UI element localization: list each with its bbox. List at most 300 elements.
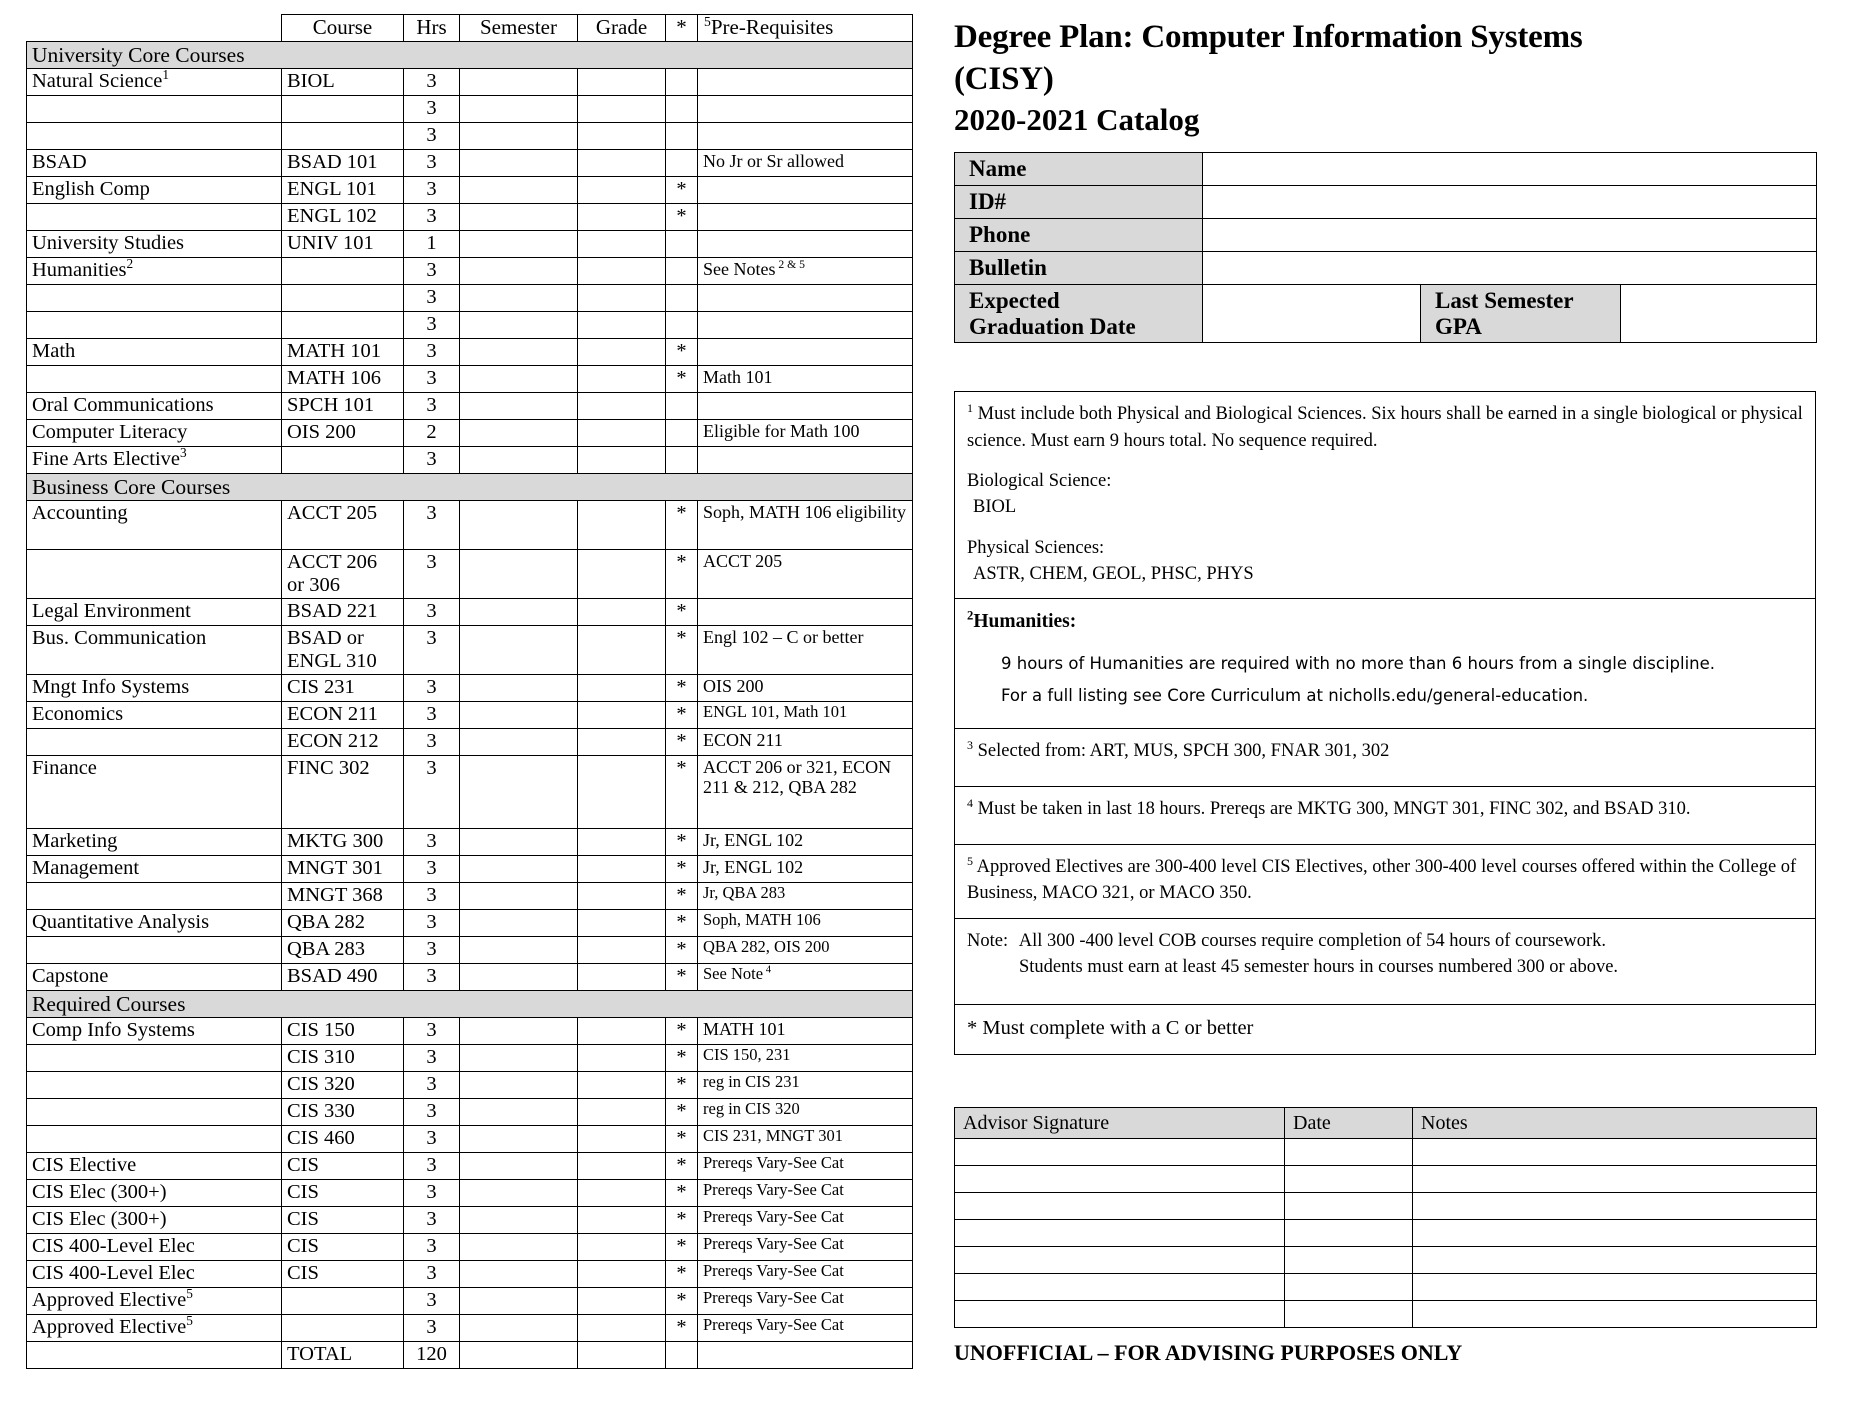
advisor-signature-field[interactable] — [955, 1247, 1285, 1274]
prerequisites: Jr, ENGL 102 — [698, 856, 913, 883]
semester-field[interactable] — [460, 1315, 578, 1342]
prerequisites — [698, 231, 913, 258]
course-hours: 2 — [404, 420, 460, 447]
course-code: MATH 106 — [282, 366, 404, 393]
semester-field[interactable] — [460, 1180, 578, 1207]
course-hours: 3 — [404, 1099, 460, 1126]
table-row — [27, 1180, 913, 1207]
course-code: MATH 101 — [282, 339, 404, 366]
prerequisites: ACCT 205 — [698, 550, 913, 599]
footnote-ref: 3 — [180, 445, 187, 461]
course-area-name: Mngt Info Systems — [27, 675, 282, 702]
table-row — [27, 1315, 913, 1342]
course-code: ENGL 101 — [282, 177, 404, 204]
c-or-better-marker — [666, 285, 698, 312]
advisor-signature-field[interactable] — [955, 1274, 1285, 1301]
course-area-name — [27, 1126, 282, 1153]
table-row — [27, 856, 913, 883]
name-label: Name — [955, 153, 1203, 186]
grade-field[interactable] — [578, 1207, 666, 1234]
c-or-better-marker: * — [666, 366, 698, 393]
course-code: ACCT 206 or 306 — [282, 550, 404, 599]
grade-field[interactable] — [578, 231, 666, 258]
course-hours: 3 — [404, 366, 460, 393]
course-area-name — [27, 1045, 282, 1072]
course-hours: 3 — [404, 285, 460, 312]
semester-field[interactable] — [460, 729, 578, 756]
course-code: BSAD 101 — [282, 150, 404, 177]
grade-field[interactable] — [578, 204, 666, 231]
course-area-name: Marketing — [27, 829, 282, 856]
prerequisites: Prereqs Vary-See Cat — [698, 1153, 913, 1180]
c-or-better-marker: * — [666, 1126, 698, 1153]
semester-field[interactable] — [460, 501, 578, 550]
gpa-label-line2: GPA — [1435, 313, 1482, 339]
course-code: CIS 330 — [282, 1099, 404, 1126]
course-hours: 3 — [404, 675, 460, 702]
c-or-better-marker: * — [666, 1261, 698, 1288]
prerequisites: Math 101 — [698, 366, 913, 393]
prerequisites: Prereqs Vary-See Cat — [698, 1288, 913, 1315]
footnote-4-row — [955, 786, 1816, 844]
advisor-signature-field[interactable] — [955, 1220, 1285, 1247]
general-note-line1: All 300 -400 level COB courses require completion of 54 hours of coursework. — [1018, 930, 1606, 951]
advisor-signature-field[interactable] — [955, 1166, 1285, 1193]
prerequisites: ENGL 101, Math 101 — [698, 702, 913, 729]
course-area-name: English Comp — [27, 177, 282, 204]
c-or-better-marker — [666, 123, 698, 150]
c-or-better-marker: * — [666, 1099, 698, 1126]
prerequisites: Prereqs Vary-See Cat — [698, 1207, 913, 1234]
signature-date-field[interactable] — [1285, 1139, 1413, 1166]
prerequisites: reg in CIS 231 — [698, 1072, 913, 1099]
signature-header-date: Date — [1285, 1108, 1413, 1139]
course-code: BSAD or ENGL 310 — [282, 626, 404, 675]
c-or-better-marker: * — [666, 675, 698, 702]
table-row — [27, 1045, 913, 1072]
course-area-name: CIS Elec (300+) — [27, 1180, 282, 1207]
course-hours: 3 — [404, 1018, 460, 1045]
c-or-better-marker: * — [666, 204, 698, 231]
prerequisites — [698, 123, 913, 150]
c-or-better-marker — [666, 231, 698, 258]
course-area-name — [27, 285, 282, 312]
course-code: QBA 282 — [282, 910, 404, 937]
c-or-better-marker — [666, 150, 698, 177]
c-or-better-marker — [666, 258, 698, 285]
name-field[interactable] — [1203, 153, 1817, 186]
prerequisites — [698, 599, 913, 626]
last-semester-gpa-label — [1421, 285, 1621, 343]
table-row — [27, 1288, 913, 1315]
semester-field[interactable] — [460, 447, 578, 474]
course-hours: 3 — [404, 204, 460, 231]
semester-field[interactable] — [460, 1207, 578, 1234]
signature-notes-field[interactable] — [1413, 1274, 1817, 1301]
c-or-better-marker: * — [666, 937, 698, 964]
header-prereq-sup: 5 — [704, 14, 711, 29]
grade-field[interactable] — [578, 1072, 666, 1099]
course-area-name: Oral Communications — [27, 393, 282, 420]
semester-field[interactable] — [460, 1261, 578, 1288]
course-code: CIS — [282, 1180, 404, 1207]
grade-field[interactable] — [578, 599, 666, 626]
phone-label: Phone — [955, 219, 1203, 252]
semester-field[interactable] — [460, 1288, 578, 1315]
semester-field[interactable] — [460, 1234, 578, 1261]
course-area-name: Approved Elective$^5$ — [27, 1288, 282, 1315]
footnote-5 — [955, 845, 1816, 919]
table-row — [27, 501, 913, 550]
info-row-phone — [955, 219, 1817, 252]
grade-field[interactable] — [578, 339, 666, 366]
prerequisites: See Note $^4$ — [698, 964, 913, 991]
prerequisites: Jr, QBA 283 — [698, 883, 913, 910]
c-or-better-marker — [666, 1342, 698, 1369]
course-area-name — [27, 96, 282, 123]
grade-field[interactable] — [578, 1180, 666, 1207]
prerequisites: Prereqs Vary-See Cat — [698, 1180, 913, 1207]
grade-field[interactable] — [578, 258, 666, 285]
grade-field[interactable] — [578, 1153, 666, 1180]
section-header-row — [27, 991, 913, 1018]
prerequisites: Jr, ENGL 102 — [698, 829, 913, 856]
section-title: Required Courses — [27, 991, 913, 1018]
graduation-date-label-line2: Graduation Date — [969, 313, 1136, 339]
c-or-better-marker: * — [666, 829, 698, 856]
signature-notes-field[interactable] — [1413, 1193, 1817, 1220]
course-hours: 3 — [404, 1234, 460, 1261]
course-hours: 3 — [404, 69, 460, 96]
course-code: BSAD 490 — [282, 964, 404, 991]
grade-field[interactable] — [578, 937, 666, 964]
course-area-name: Accounting — [27, 501, 282, 550]
course-hours: 3 — [404, 1072, 460, 1099]
prereq-footnote-ref: 4 — [763, 963, 772, 976]
semester-field[interactable] — [460, 1018, 578, 1045]
semester-field[interactable] — [460, 312, 578, 339]
semester-field[interactable] — [460, 258, 578, 285]
grade-field[interactable] — [578, 910, 666, 937]
grade-field[interactable] — [578, 1288, 666, 1315]
semester-field[interactable] — [460, 204, 578, 231]
c-or-better-marker: * — [666, 339, 698, 366]
course-area-name — [27, 937, 282, 964]
course-area-name — [27, 1099, 282, 1126]
semester-field[interactable] — [460, 964, 578, 991]
prerequisites: OIS 200 — [698, 675, 913, 702]
course-hours: 3 — [404, 393, 460, 420]
semester-field[interactable] — [460, 69, 578, 96]
table-row — [27, 675, 913, 702]
semester-field[interactable] — [460, 1099, 578, 1126]
prerequisites: Engl 102 – C or better — [698, 626, 913, 675]
signature-date-field[interactable] — [1285, 1247, 1413, 1274]
course-requirements-column — [26, 14, 926, 1369]
signature-notes-field[interactable] — [1413, 1166, 1817, 1193]
c-or-better-marker: * — [666, 1018, 698, 1045]
c-or-better-marker: * — [666, 702, 698, 729]
info-row-bulletin — [955, 252, 1817, 285]
footnote-4-marker: 4 — [967, 795, 974, 810]
c-or-better-marker: * — [666, 883, 698, 910]
semester-field[interactable] — [460, 1153, 578, 1180]
star-note: * Must complete with a C or better — [955, 1005, 1816, 1055]
footnote-5-marker: 5 — [967, 853, 974, 868]
advisor-signature-field[interactable] — [955, 1193, 1285, 1220]
signature-notes-field[interactable] — [1413, 1301, 1817, 1328]
course-code: ECON 211 — [282, 702, 404, 729]
table-row — [27, 829, 913, 856]
semester-field[interactable] — [460, 702, 578, 729]
grade-field[interactable] — [578, 626, 666, 675]
semester-field[interactable] — [460, 420, 578, 447]
header-course: Course — [282, 15, 404, 42]
c-or-better-marker: * — [666, 1288, 698, 1315]
course-hours: 3 — [404, 910, 460, 937]
signature-notes-field[interactable] — [1413, 1220, 1817, 1247]
header-blank — [27, 15, 282, 42]
grade-field[interactable] — [578, 729, 666, 756]
course-area-name: Fine Arts Elective$^3$ — [27, 447, 282, 474]
table-row — [27, 96, 913, 123]
semester-field[interactable] — [460, 1045, 578, 1072]
signature-date-field[interactable] — [1285, 1166, 1413, 1193]
prerequisites: No Jr or Sr allowed — [698, 150, 913, 177]
signature-row — [955, 1220, 1817, 1247]
signature-date-field[interactable] — [1285, 1274, 1413, 1301]
grade-field[interactable] — [578, 964, 666, 991]
prerequisites: ACCT 206 or 321, ECON 211 & 212, QBA 282 — [698, 756, 913, 829]
semester-field[interactable] — [460, 96, 578, 123]
grade-field[interactable] — [578, 1045, 666, 1072]
course-area-name: Math — [27, 339, 282, 366]
course-hours: 3 — [404, 447, 460, 474]
course-area-name: Bus. Communication — [27, 626, 282, 675]
prerequisites: See Notes $^{2 \& 5}$ — [698, 258, 913, 285]
course-hours: 3 — [404, 856, 460, 883]
id-field[interactable] — [1203, 186, 1817, 219]
table-row — [27, 123, 913, 150]
course-area-name: Finance — [27, 756, 282, 829]
table-row — [27, 69, 913, 96]
grade-field[interactable] — [578, 96, 666, 123]
gpa-label-line1: Last Semester — [1435, 287, 1574, 313]
semester-field[interactable] — [460, 599, 578, 626]
semester-field[interactable] — [460, 150, 578, 177]
page-title-line1: Degree Plan: Computer Information Systems — [954, 19, 1583, 55]
course-area-name — [27, 729, 282, 756]
table-row — [27, 729, 913, 756]
prerequisites — [698, 285, 913, 312]
grade-field[interactable] — [578, 883, 666, 910]
semester-field[interactable] — [460, 231, 578, 258]
grade-field[interactable] — [578, 1099, 666, 1126]
footnote-3-marker: 3 — [967, 737, 974, 752]
prerequisites: CIS 231, MNGT 301 — [698, 1126, 913, 1153]
semester-field[interactable] — [460, 339, 578, 366]
grade-field[interactable] — [578, 829, 666, 856]
semester-field[interactable] — [460, 285, 578, 312]
course-hours: 3 — [404, 339, 460, 366]
semester-field[interactable] — [460, 883, 578, 910]
grade-field[interactable] — [578, 69, 666, 96]
signature-row — [955, 1247, 1817, 1274]
grade-field[interactable] — [578, 1342, 666, 1369]
course-area-name: Legal Environment — [27, 599, 282, 626]
prerequisites: MATH 101 — [698, 1018, 913, 1045]
course-hours: 3 — [404, 937, 460, 964]
grade-field[interactable] — [578, 702, 666, 729]
signature-notes-field[interactable] — [1413, 1139, 1817, 1166]
advisor-signature-field[interactable] — [955, 1301, 1285, 1328]
footnote-1-row — [955, 392, 1816, 599]
c-or-better-marker: * — [666, 1153, 698, 1180]
spacer — [967, 454, 1803, 468]
graduation-date-label — [955, 285, 1203, 343]
grade-field[interactable] — [578, 285, 666, 312]
semester-field[interactable] — [460, 829, 578, 856]
semester-field[interactable] — [460, 366, 578, 393]
grade-field[interactable] — [578, 1261, 666, 1288]
footnote-ref: 1 — [162, 67, 169, 83]
signature-row — [955, 1139, 1817, 1166]
semester-field[interactable] — [460, 1342, 578, 1369]
course-code: OIS 200 — [282, 420, 404, 447]
semester-field[interactable] — [460, 177, 578, 204]
prerequisites — [698, 1342, 913, 1369]
table-row — [27, 550, 913, 599]
footnotes-table — [954, 391, 1816, 1055]
signature-row — [955, 1193, 1817, 1220]
semester-field[interactable] — [460, 626, 578, 675]
header-semester: Semester — [460, 15, 578, 42]
course-hours: 3 — [404, 883, 460, 910]
table-row — [27, 150, 913, 177]
grade-field[interactable] — [578, 177, 666, 204]
prerequisites — [698, 393, 913, 420]
phone-field[interactable] — [1203, 219, 1817, 252]
footnote-3 — [955, 728, 1816, 786]
grade-field[interactable] — [578, 550, 666, 599]
graduation-date-field[interactable] — [1203, 285, 1421, 343]
table-row — [27, 339, 913, 366]
info-row-graduation — [955, 285, 1817, 343]
course-hours: 3 — [404, 626, 460, 675]
prerequisites: ECON 211 — [698, 729, 913, 756]
course-area-name: Computer Literacy — [27, 420, 282, 447]
grade-field[interactable] — [578, 1234, 666, 1261]
section-header-row — [27, 42, 913, 69]
grade-field[interactable] — [578, 675, 666, 702]
header-hrs: Hrs — [404, 15, 460, 42]
semester-field[interactable] — [460, 550, 578, 599]
footnote-1-marker: 1 — [967, 401, 974, 416]
table-row — [27, 964, 913, 991]
course-area-name: Management — [27, 856, 282, 883]
advisor-signature-field[interactable] — [955, 1139, 1285, 1166]
c-or-better-marker: * — [666, 1207, 698, 1234]
grade-field[interactable] — [578, 856, 666, 883]
footnote-ref: 2 — [126, 256, 134, 272]
grade-field[interactable] — [578, 1126, 666, 1153]
page-title — [954, 16, 1866, 100]
footnote-1-phys-list: ASTR, CHEM, GEOL, PHSC, PHYS — [973, 563, 1254, 584]
footnote-3-text: Selected from: ART, MUS, SPCH 300, FNAR 301, 302 — [977, 740, 1390, 761]
semester-field[interactable] — [460, 675, 578, 702]
course-code: CIS 460 — [282, 1126, 404, 1153]
semester-field[interactable] — [460, 1126, 578, 1153]
prerequisites — [698, 339, 913, 366]
signature-date-field[interactable] — [1285, 1220, 1413, 1247]
signature-header-advisorsignature: Advisor Signature — [955, 1108, 1285, 1139]
grade-field[interactable] — [578, 1315, 666, 1342]
course-code: ECON 212 — [282, 729, 404, 756]
grade-field[interactable] — [578, 123, 666, 150]
footnote-2-title: Humanities: — [973, 611, 1077, 633]
c-or-better-marker: * — [666, 1315, 698, 1342]
grade-field[interactable] — [578, 501, 666, 550]
grade-field[interactable] — [578, 312, 666, 339]
semester-field[interactable] — [460, 756, 578, 829]
bulletin-field[interactable] — [1203, 252, 1817, 285]
table-row — [27, 1126, 913, 1153]
c-or-better-marker: * — [666, 550, 698, 599]
prereq-footnote-ref: 2 & 5 — [775, 258, 806, 272]
table-row — [27, 285, 913, 312]
grade-field[interactable] — [578, 1018, 666, 1045]
signature-row — [955, 1301, 1817, 1328]
last-semester-gpa-field[interactable] — [1621, 285, 1817, 343]
semester-field[interactable] — [460, 1072, 578, 1099]
table-row — [27, 626, 913, 675]
footnote-4 — [955, 786, 1816, 844]
course-code: QBA 283 — [282, 937, 404, 964]
signature-date-field[interactable] — [1285, 1301, 1413, 1328]
semester-field[interactable] — [460, 123, 578, 150]
course-hours: 3 — [404, 1315, 460, 1342]
grade-field[interactable] — [578, 150, 666, 177]
bulletin-label: Bulletin — [955, 252, 1203, 285]
table-row — [27, 177, 913, 204]
semester-field[interactable] — [460, 393, 578, 420]
course-hours: 3 — [404, 1261, 460, 1288]
signature-notes-field[interactable] — [1413, 1247, 1817, 1274]
semester-field[interactable] — [460, 856, 578, 883]
prerequisites — [698, 177, 913, 204]
grade-field[interactable] — [578, 756, 666, 829]
course-code: CIS 310 — [282, 1045, 404, 1072]
prerequisites: Prereqs Vary-See Cat — [698, 1234, 913, 1261]
footnote-3-row — [955, 728, 1816, 786]
footnote-2-row — [955, 599, 1816, 729]
course-area-name — [27, 204, 282, 231]
course-hours: 3 — [404, 599, 460, 626]
signature-date-field[interactable] — [1285, 1193, 1413, 1220]
semester-field[interactable] — [460, 937, 578, 964]
footnote-1-bio-label: Biological Science: — [967, 471, 1112, 491]
grade-field[interactable] — [578, 420, 666, 447]
grade-field[interactable] — [578, 366, 666, 393]
course-code: CIS 150 — [282, 1018, 404, 1045]
semester-field[interactable] — [460, 910, 578, 937]
prerequisites — [698, 96, 913, 123]
grade-field[interactable] — [578, 447, 666, 474]
course-hours: 3 — [404, 177, 460, 204]
grade-field[interactable] — [578, 393, 666, 420]
prerequisites — [698, 447, 913, 474]
header-grade: Grade — [578, 15, 666, 42]
